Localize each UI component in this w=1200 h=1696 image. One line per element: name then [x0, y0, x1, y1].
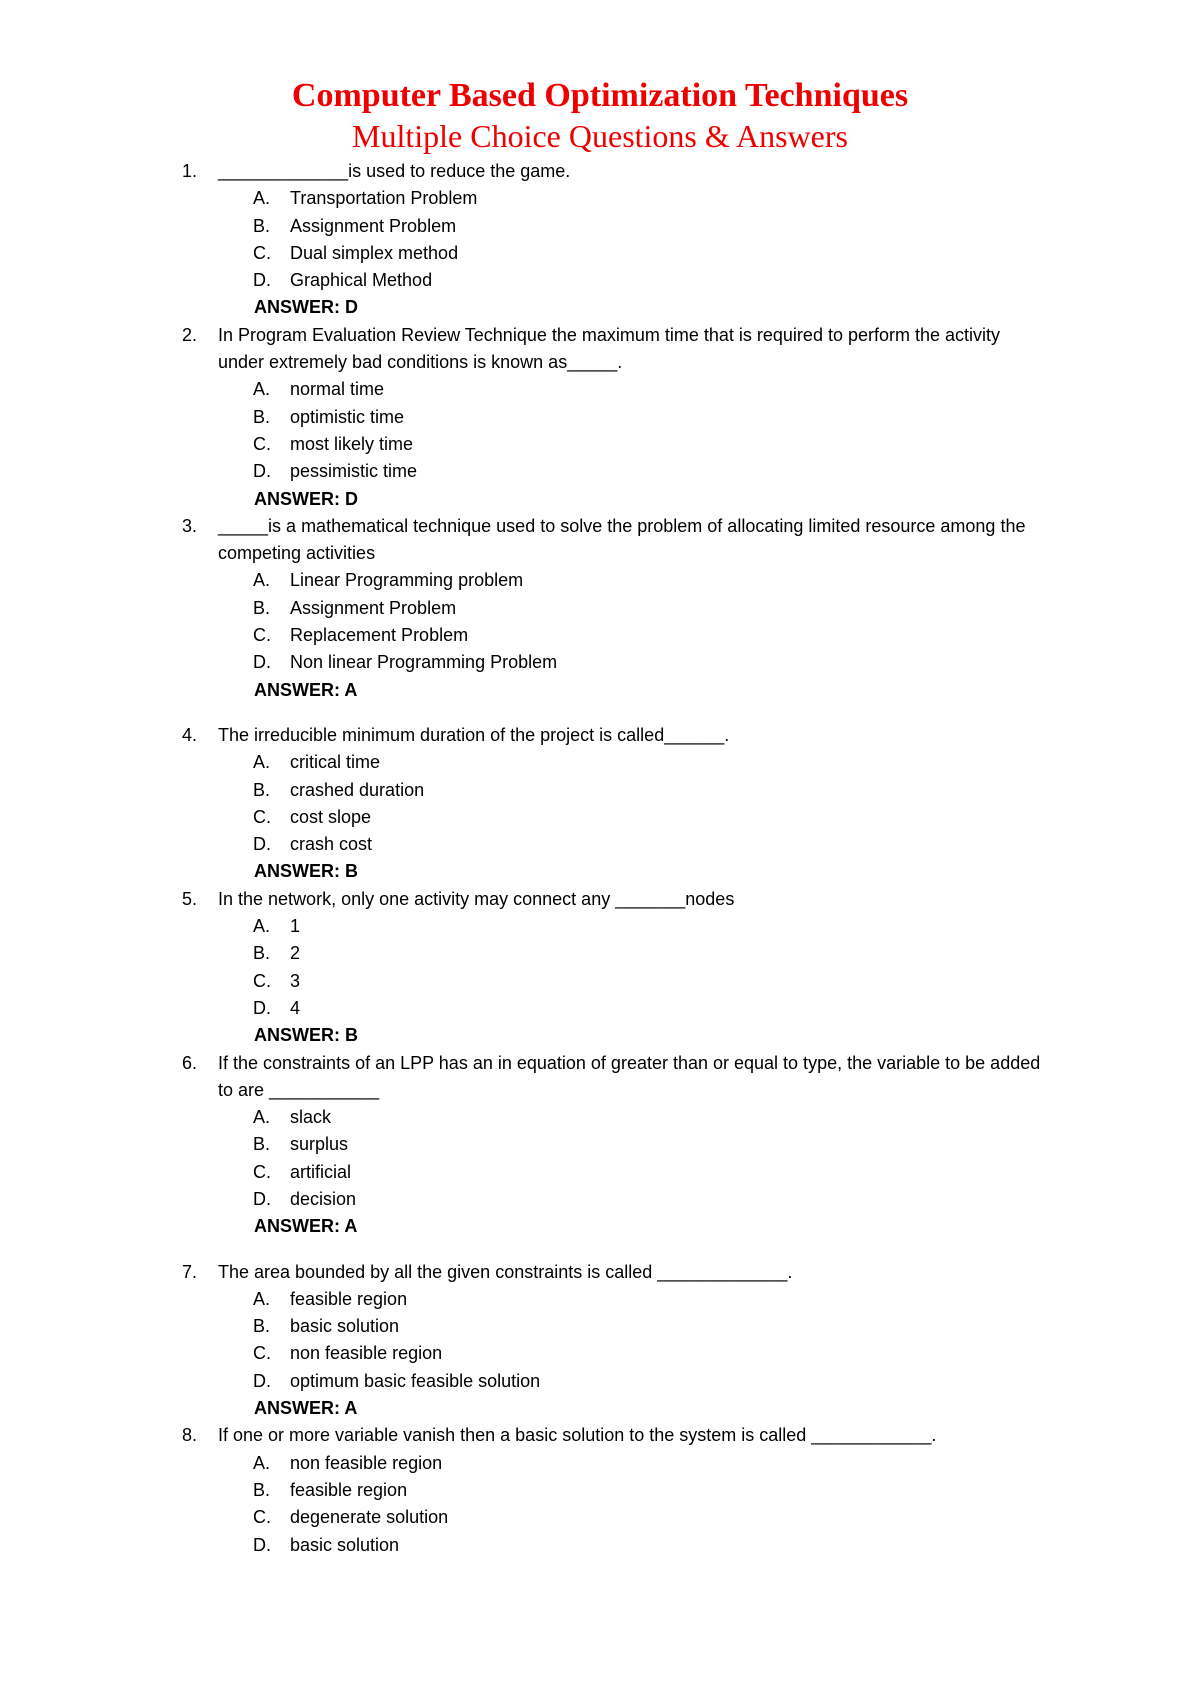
- option-list: [218, 185, 1050, 294]
- answer-option: [218, 940, 1050, 967]
- answer-option: [218, 1131, 1050, 1158]
- option-letter: A.: [253, 570, 271, 591]
- option-text: normal time: [290, 379, 385, 400]
- option-text: basic solution: [290, 1316, 400, 1337]
- answer-key: ANSWER: A: [254, 679, 358, 700]
- answer-option: [218, 1477, 1050, 1504]
- option-letter: A.: [253, 916, 271, 937]
- option-letter: B.: [253, 406, 271, 427]
- option-letter: D.: [253, 834, 271, 855]
- answer-option: [218, 622, 1050, 649]
- answer-option: [218, 1340, 1050, 1367]
- option-text: pessimistic time: [290, 461, 418, 482]
- option-text: basic solution: [290, 1534, 400, 1555]
- option-letter: A.: [253, 379, 271, 400]
- answer-option: [218, 995, 1050, 1022]
- question-number: 1.: [182, 161, 198, 181]
- option-letter: B.: [253, 597, 271, 618]
- option-letter: C.: [253, 1343, 271, 1364]
- question-number: 3.: [182, 515, 198, 536]
- question-text: If one or more variable vanish then a basic solution to the system is called ____________.: [218, 1425, 937, 1446]
- option-text: crashed duration: [290, 779, 425, 800]
- option-text: non feasible region: [290, 1452, 443, 1473]
- option-letter: C.: [253, 1507, 271, 1528]
- option-letter: D.: [253, 997, 271, 1018]
- answer-option: [218, 213, 1050, 240]
- answer-option: [218, 1368, 1050, 1395]
- question-number: 6.: [182, 1052, 198, 1073]
- option-text: 3: [290, 970, 301, 991]
- option-text: non feasible region: [290, 1343, 443, 1364]
- answer-key: ANSWER: A: [254, 1216, 358, 1237]
- question-item: [0, 1259, 1200, 1423]
- answer-option: [218, 595, 1050, 622]
- option-text: feasible region: [290, 1288, 408, 1309]
- option-text: feasible region: [290, 1479, 408, 1500]
- option-letter: C.: [253, 242, 271, 263]
- option-text: Graphical Method: [290, 270, 433, 291]
- option-text: most likely time: [290, 433, 414, 454]
- option-text: degenerate solution: [290, 1507, 449, 1528]
- option-text: Non linear Programming Problem: [290, 652, 558, 673]
- answer-option: [218, 777, 1050, 804]
- answer-option: [218, 913, 1050, 940]
- answer-option: [218, 567, 1050, 594]
- option-letter: D.: [253, 461, 271, 482]
- answer-key: ANSWER: B: [254, 861, 358, 882]
- option-text: Dual simplex method: [290, 242, 459, 263]
- option-text: 2: [290, 943, 301, 964]
- question-item: [0, 1050, 1200, 1241]
- answer-option: [218, 968, 1050, 995]
- option-text: cost slope: [290, 806, 372, 827]
- option-letter: A.: [253, 188, 271, 209]
- option-text: optimum basic feasible solution: [290, 1370, 541, 1391]
- question-number: 7.: [182, 1261, 198, 1282]
- option-letter: A.: [253, 1452, 271, 1473]
- document-subtitle: Multiple Choice Questions & Answers: [352, 118, 848, 154]
- question-item: [0, 322, 1200, 513]
- answer-option: [218, 185, 1050, 212]
- option-letter: A.: [253, 1107, 271, 1128]
- answer-option: [218, 431, 1050, 458]
- option-letter: C.: [253, 625, 271, 646]
- answer-option: [218, 1104, 1050, 1131]
- answer-option: [218, 1186, 1050, 1213]
- question-item: [0, 1422, 1200, 1558]
- option-letter: B.: [253, 215, 271, 236]
- option-list: [218, 376, 1050, 485]
- question-number: 5.: [182, 888, 198, 909]
- option-list: [218, 1286, 1050, 1395]
- question-number: 4.: [182, 724, 198, 745]
- answer-option: [218, 1159, 1050, 1186]
- question-text: In the network, only one activity may connect any _______nodes: [218, 888, 735, 909]
- answer-option: [218, 1313, 1050, 1340]
- option-text: optimistic time: [290, 406, 405, 427]
- question-item: [0, 158, 1200, 322]
- option-letter: C.: [253, 1161, 271, 1182]
- answer-option: [218, 1504, 1050, 1531]
- option-text: decision: [290, 1188, 357, 1209]
- option-text: slack: [290, 1107, 332, 1128]
- option-letter: C.: [253, 433, 271, 454]
- option-letter: C.: [253, 806, 271, 827]
- question-number: 2.: [182, 324, 198, 345]
- option-text: 1: [290, 916, 301, 937]
- option-text: crash cost: [290, 834, 373, 855]
- answer-option: [218, 1532, 1050, 1559]
- answer-option: [218, 404, 1050, 431]
- option-letter: B.: [253, 943, 271, 964]
- option-letter: B.: [253, 1316, 271, 1337]
- answer-option: [218, 376, 1050, 403]
- question-number: 8.: [182, 1425, 198, 1446]
- option-letter: B.: [253, 1134, 271, 1155]
- question-item: [0, 886, 1200, 1050]
- answer-option: [218, 458, 1050, 485]
- answer-option: [218, 240, 1050, 267]
- question-item: [0, 513, 1200, 704]
- option-text: Replacement Problem: [290, 625, 469, 646]
- question-text: If the constraints of an LPP has an in equation of greater than or equal to type, the variable to be added to are ___________: [218, 1052, 1041, 1100]
- option-list: [218, 1450, 1050, 1559]
- option-letter: B.: [253, 1479, 271, 1500]
- answer-option: [218, 1450, 1050, 1477]
- option-letter: D.: [253, 1534, 271, 1555]
- option-letter: B.: [253, 779, 271, 800]
- question-item: [0, 722, 1200, 886]
- option-list: [218, 913, 1050, 1022]
- question-text: _____is a mathematical technique used to solve the problem of allocating limited resource among the competing activities: [218, 515, 1026, 564]
- option-letter: D.: [253, 1188, 271, 1209]
- option-list: [218, 1104, 1050, 1213]
- document-title: Computer Based Optimization Techniques: [291, 77, 909, 114]
- question-text: _____________is used to reduce the game.: [218, 161, 571, 181]
- option-text: 4: [290, 997, 301, 1018]
- answer-option: [218, 1286, 1050, 1313]
- answer-key: ANSWER: B: [254, 1025, 358, 1046]
- answer-option: [218, 804, 1050, 831]
- question-text: The irreducible minimum duration of the project is called______.: [218, 724, 730, 745]
- option-list: [218, 749, 1050, 858]
- option-letter: D.: [253, 1370, 271, 1391]
- answer-option: [218, 831, 1050, 858]
- answer-option: [218, 267, 1050, 294]
- option-text: Transportation Problem: [290, 188, 478, 209]
- answer-option: [218, 649, 1050, 676]
- option-text: Linear Programming problem: [290, 570, 524, 591]
- option-letter: C.: [253, 970, 271, 991]
- answer-option: [218, 749, 1050, 776]
- option-letter: A.: [253, 752, 271, 773]
- question-text: In Program Evaluation Review Technique the maximum time that is required to perform the activity under extremely bad conditions is known as_____.: [218, 324, 1001, 373]
- option-letter: A.: [253, 1288, 271, 1309]
- answer-key: ANSWER: A: [254, 1398, 358, 1419]
- option-text: artificial: [290, 1161, 352, 1182]
- question-text: The area bounded by all the given constraints is called _____________.: [218, 1261, 793, 1282]
- option-letter: D.: [253, 652, 271, 673]
- question-list: [0, 158, 1200, 1559]
- option-list: [218, 567, 1050, 676]
- option-letter: D.: [253, 270, 271, 291]
- option-text: Assignment Problem: [290, 597, 457, 618]
- option-text: critical time: [290, 752, 381, 773]
- answer-key: ANSWER: D: [254, 297, 358, 318]
- answer-key: ANSWER: D: [254, 488, 358, 509]
- option-text: Assignment Problem: [290, 215, 457, 236]
- option-text: surplus: [290, 1134, 349, 1155]
